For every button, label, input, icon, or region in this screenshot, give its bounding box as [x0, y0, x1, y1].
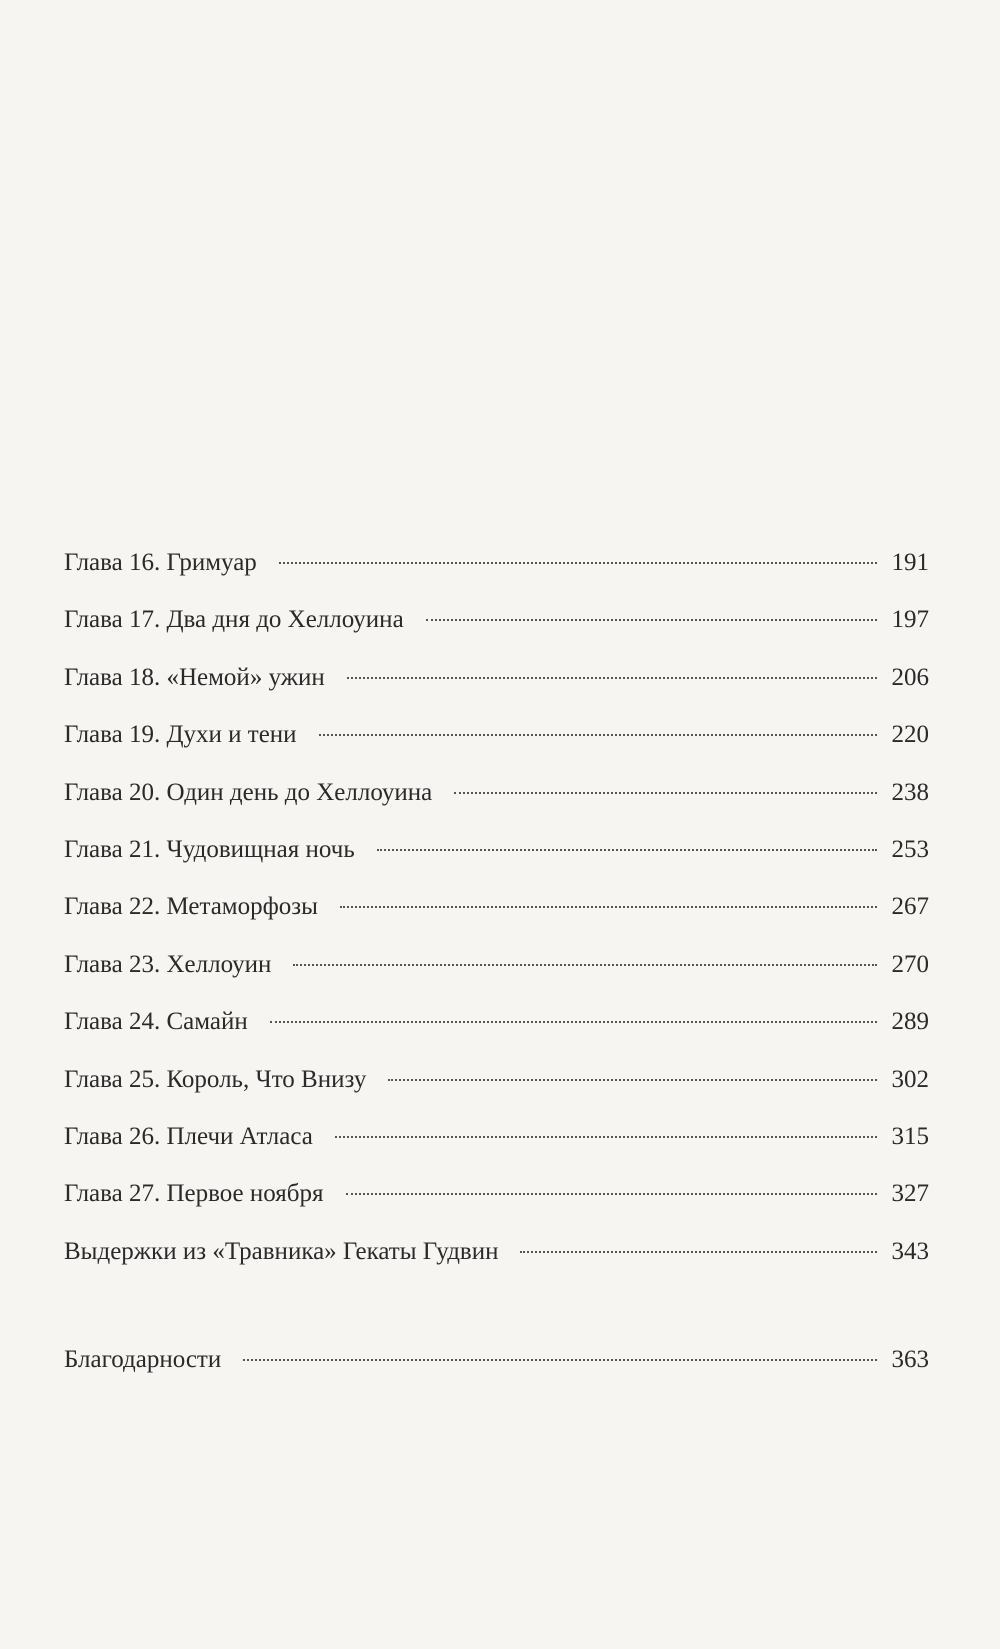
toc-entry-page: 315	[891, 1122, 929, 1150]
toc-entry-17	[64, 605, 929, 662]
toc-entry-23	[64, 950, 929, 1007]
toc-entry-label: Глава 21. Чудовищная ночь	[64, 835, 355, 863]
dot-leader	[347, 677, 877, 679]
toc-entry-acknowledgements	[64, 1345, 929, 1402]
toc-entry-label: Глава 18. «Немой» ужин	[64, 663, 325, 691]
toc-entry-label: Глава 20. Один день до Хеллоуина	[64, 778, 433, 806]
toc-entry-24	[64, 1007, 929, 1064]
toc-entry-label: Глава 25. Король, Что Внизу	[64, 1065, 367, 1093]
dot-leader	[319, 734, 877, 736]
toc-entry-label: Глава 17. Два дня до Хеллоуина	[64, 606, 404, 634]
dot-leader	[340, 906, 877, 908]
toc-entry-label: Глава 24. Самайн	[64, 1008, 248, 1036]
toc-entry-label: Выдержки из «Травника» Гекаты Гудвин	[64, 1237, 499, 1265]
toc-entry-page: 363	[891, 1346, 929, 1374]
toc-entry-page: 302	[891, 1065, 929, 1093]
toc-entry-page: 238	[891, 778, 929, 806]
toc-entry-page: 343	[891, 1237, 929, 1265]
toc-entry-21	[64, 835, 929, 892]
dot-leader	[279, 562, 877, 564]
toc-entry-page: 267	[891, 893, 929, 921]
toc-entry-page: 191	[891, 549, 929, 576]
table-of-contents	[64, 548, 929, 1402]
toc-entry-page: 253	[891, 835, 929, 863]
toc-entry-27	[64, 1179, 929, 1236]
toc-entry-label: Глава 27. Первое ноября	[64, 1180, 324, 1208]
toc-entry-label: Глава 26. Плечи Атласа	[64, 1122, 313, 1150]
toc-entry-page: 220	[891, 721, 929, 749]
dot-leader	[454, 792, 877, 794]
toc-entry-18	[64, 663, 929, 720]
toc-entry-page: 206	[891, 663, 929, 691]
toc-entry-19	[64, 720, 929, 777]
toc-entry-20	[64, 778, 929, 835]
toc-entry-16	[64, 548, 929, 605]
dot-leader	[243, 1359, 877, 1361]
dot-leader	[377, 849, 877, 851]
dot-leader	[293, 964, 877, 966]
toc-entry-page: 289	[891, 1008, 929, 1036]
dot-leader	[388, 1079, 877, 1081]
toc-entry-page: 197	[891, 606, 929, 634]
toc-entry-22	[64, 892, 929, 949]
toc-entry-page: 270	[891, 950, 929, 978]
toc-entry-label: Глава 16. Гримуар	[64, 549, 257, 576]
dot-leader	[346, 1193, 877, 1195]
dot-leader	[426, 619, 877, 621]
toc-entry-label: Благодарности	[64, 1346, 222, 1374]
section-gap	[64, 1294, 929, 1345]
toc-entry-page: 327	[891, 1180, 929, 1208]
dot-leader	[335, 1136, 877, 1138]
toc-entry-label: Глава 23. Хеллоуин	[64, 950, 272, 978]
toc-entry-herbal-excerpts	[64, 1237, 929, 1294]
toc-entry-25	[64, 1065, 929, 1122]
dot-leader	[270, 1021, 877, 1023]
toc-entry-label: Глава 22. Метаморфозы	[64, 893, 318, 921]
toc-entry-26	[64, 1122, 929, 1179]
toc-entry-label: Глава 19. Духи и тени	[64, 721, 297, 749]
dot-leader	[520, 1251, 877, 1253]
